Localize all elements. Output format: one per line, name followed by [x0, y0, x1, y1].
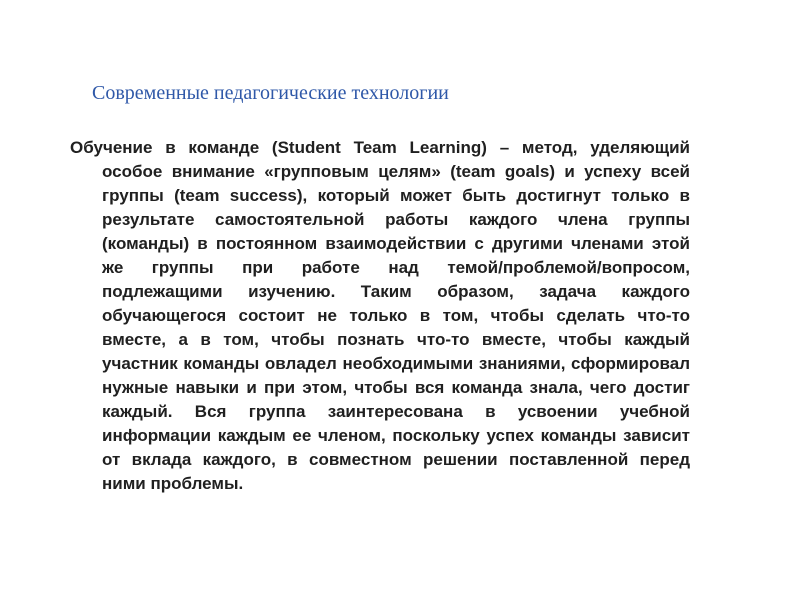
slide-body-text: Обучение в команде (Student Team Learning) – метод, уделяющий особое внимание «групповым целям» (team goals) и успеху всей группы (team success), который может быть достигнут только в результате самостоятельной работы каждого члена группы (команды) в постоянном взаимодействии с другими членами этой же группы при работе над темой/проблемой/вопросом, подлежащими изучению. Таким образом, задача каждого обучающегося состоит не только в том, чтобы сделать что-то вместе, а в том, чтобы познать что-то вместе, чтобы каждый участник команды овладел необходимыми знаниями, сформировал нужные навыки и при этом, чтобы вся команда знала, чего достиг каждый. Вся группа заинтересована в усвоении учебной информации каждым ее членом, поскольку успех команды зависит от вклада каждого, в совместном решении поставленной перед ними проблемы. — [70, 138, 690, 493]
slide-title: Современные педагогические технологии — [92, 82, 449, 104]
